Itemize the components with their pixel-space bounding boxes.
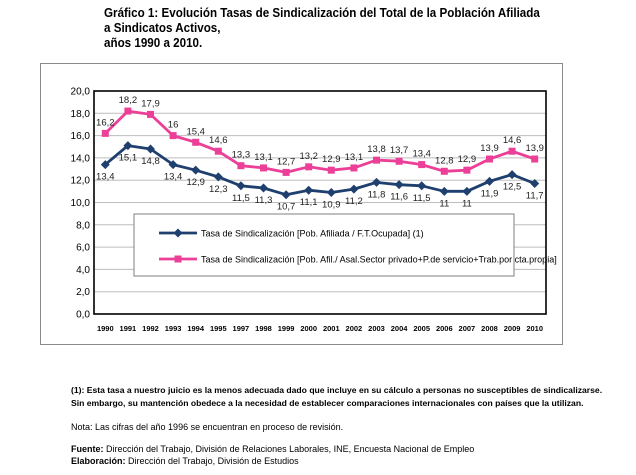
y-tick-label: 4,0 [76, 264, 90, 276]
elaboration-label: Elaboración: [71, 456, 126, 466]
x-tick-label: 1992 [142, 324, 159, 333]
data-point-privado [486, 156, 493, 163]
data-label-afiliada: 11,7 [525, 190, 544, 202]
chart-title-line-1: Gráfico 1: Evolución Tasas de Sindicalización del Total de la Población Afiliada a Sindicatos Activos, [104, 6, 540, 35]
legend-box [134, 214, 514, 276]
x-tick-label: 2004 [390, 324, 408, 333]
y-tick-label: 20,0 [70, 86, 90, 98]
data-label-afiliada: 11,1 [299, 197, 318, 209]
x-tick-label: 1994 [187, 324, 205, 333]
legend-label: Tasa de Sindicalización [Pob. Afil./ Asal.Sector privado+P.de servicio+Trab.por cta.propia] [201, 254, 557, 265]
x-tick-label: 1999 [277, 324, 295, 333]
legend-label: Tasa de Sindicalización [Pob. Afiliada / F.T.Ocupada] (1) [201, 228, 424, 239]
data-label-afiliada: 12,3 [209, 183, 228, 195]
source-block [71, 443, 611, 467]
data-point-privado [260, 164, 267, 171]
data-point-privado [396, 158, 403, 165]
data-point-privado [215, 148, 222, 155]
data-label-privado: 16 [167, 119, 179, 131]
data-label-privado: 13,1 [344, 151, 364, 163]
data-label-afiliada: 11,6 [390, 191, 408, 203]
data-label-afiliada: 11 [439, 198, 450, 210]
chart-title-line-2: años 1990 a 2010. [104, 36, 203, 50]
data-label-privado: 12,8 [435, 155, 454, 167]
data-point-privado [102, 130, 109, 137]
data-label-afiliada: 12,5 [502, 181, 522, 193]
data-point-privado [192, 139, 199, 146]
data-label-afiliada: 15,1 [118, 152, 138, 164]
x-tick-label: 1993 [164, 324, 182, 333]
chart-frame [40, 63, 563, 345]
y-tick-label: 8,0 [76, 220, 90, 232]
data-label-afiliada: 11,5 [412, 192, 431, 204]
y-tick-label: 2,0 [76, 287, 90, 299]
y-tick-label: 16,0 [70, 131, 90, 143]
data-label-privado: 12,7 [276, 156, 296, 168]
x-tick-label: 2007 [458, 324, 476, 333]
data-point-privado [373, 157, 380, 164]
y-tick-label: 6,0 [76, 242, 90, 254]
data-point-privado [463, 167, 470, 174]
elaboration-line [71, 455, 611, 467]
x-tick-label: 2000 [300, 324, 318, 333]
data-label-afiliada: 10,9 [322, 199, 341, 211]
x-tick-label: 1998 [255, 324, 272, 333]
data-label-privado: 13,8 [367, 144, 386, 156]
data-label-afiliada: 10,7 [276, 201, 296, 213]
data-label-afiliada: 11,8 [367, 189, 386, 201]
legend-marker-square [175, 256, 182, 263]
x-tick-label: 2008 [481, 324, 498, 333]
data-label-privado: 18,2 [118, 95, 138, 107]
data-label-privado: 13,3 [231, 149, 251, 161]
x-tick-label: 2003 [368, 324, 385, 333]
data-label-privado: 17,9 [141, 98, 160, 110]
source-text: Dirección del Trabajo, División de Relaciones Laborales, INE, Encuesta Nacional de Empleo [106, 444, 475, 454]
y-tick-label: 14,0 [70, 153, 90, 165]
data-point-privado [237, 162, 244, 169]
source-label: Fuente: [71, 444, 104, 454]
data-label-privado: 13,9 [525, 143, 544, 155]
data-label-privado: 12,9 [457, 154, 477, 166]
data-point-privado [147, 111, 154, 118]
legend-entry [159, 255, 557, 265]
data-label-afiliada: 12,9 [186, 177, 205, 189]
data-label-afiliada: 11,2 [345, 196, 363, 208]
data-label-afiliada: 13,4 [96, 171, 115, 183]
data-point-privado [531, 156, 538, 163]
data-label-afiliada: 14,8 [141, 155, 160, 167]
chart-title [104, 6, 541, 51]
data-label-privado: 13,2 [299, 150, 318, 162]
data-point-privado [305, 163, 312, 170]
x-tick-label: 1997 [232, 324, 250, 333]
y-tick-label: 0,0 [76, 309, 90, 321]
x-tick-label: 2006 [435, 324, 453, 333]
x-tick-label: 2002 [345, 324, 363, 333]
footnote-1: (1): Esta tasa a nuestro juicio es la menos adecuada dado que incluye en su cálculo a personas no susceptibles de sindicalizarse. Sin embargo, su mantención obedece a la necesidad de establecer comparaciones internacionales con países que la utilizan. [71, 385, 603, 408]
y-tick-label: 12,0 [70, 175, 90, 187]
y-tick-label: 18,0 [70, 108, 90, 120]
source-line [71, 443, 611, 455]
data-label-privado: 16,2 [96, 117, 115, 129]
data-label-privado: 14,6 [209, 135, 228, 147]
data-label-privado: 14,6 [502, 135, 522, 147]
x-tick-label: 2009 [503, 324, 521, 333]
data-label-privado: 15,4 [186, 126, 205, 138]
data-label-privado: 13,1 [254, 151, 273, 163]
footnote-revision: Nota: Las cifras del año 1996 se encuentran en proceso de revisión. [71, 422, 344, 432]
data-label-privado: 13,4 [412, 148, 431, 160]
data-label-afiliada: 11,5 [232, 192, 250, 204]
data-point-privado [418, 161, 425, 168]
data-label-afiliada: 11,9 [480, 188, 499, 200]
x-tick-label: 1995 [209, 324, 227, 333]
data-point-privado [328, 167, 335, 174]
data-label-privado: 12,9 [322, 154, 341, 166]
data-point-privado [283, 169, 290, 176]
x-tick-label: 1990 [96, 324, 114, 333]
data-label-afiliada: 13,4 [163, 171, 183, 183]
x-tick-label: 1991 [119, 324, 137, 333]
line-chart [41, 64, 562, 344]
elaboration-text: Dirección del Trabajo, División de Estudios [128, 456, 299, 466]
x-tick-label: 2010 [526, 324, 544, 333]
x-tick-label: 2005 [413, 324, 431, 333]
data-label-privado: 13,9 [480, 143, 499, 155]
data-point-privado [441, 168, 448, 175]
data-point-privado [170, 132, 177, 139]
y-tick-label: 10,0 [70, 198, 90, 209]
data-point-privado [124, 108, 131, 115]
data-label-privado: 13,7 [389, 145, 409, 157]
data-label-afiliada: 11 [461, 198, 472, 210]
x-tick-label: 2001 [322, 324, 340, 333]
data-label-afiliada: 11,3 [254, 195, 273, 207]
data-point-privado [509, 148, 516, 155]
data-point-privado [350, 164, 357, 171]
